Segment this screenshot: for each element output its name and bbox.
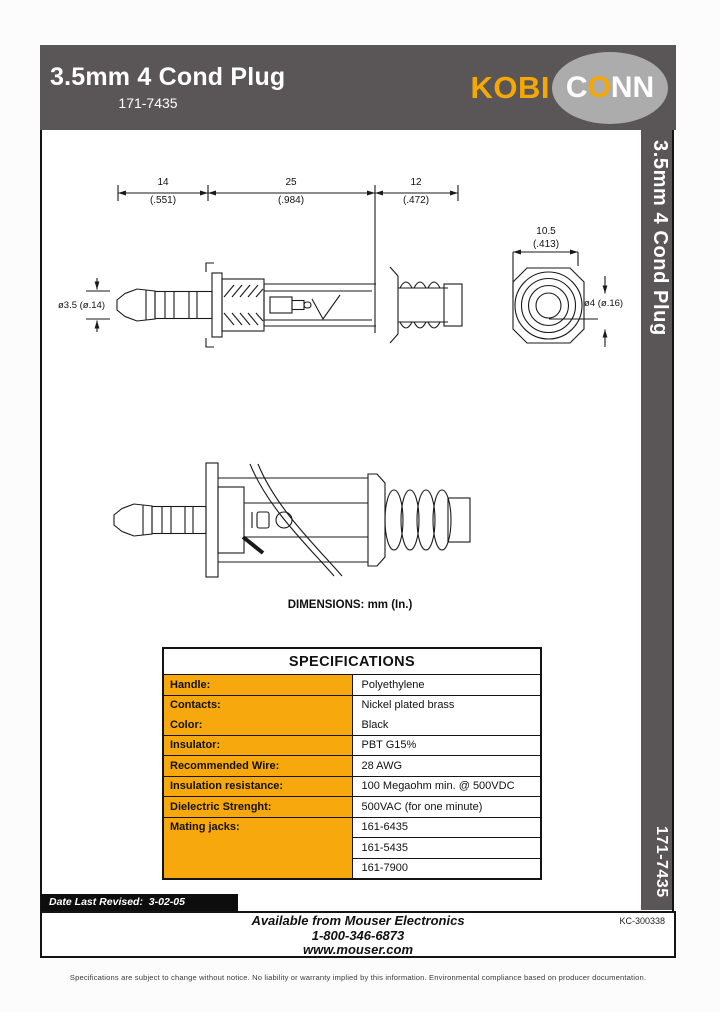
mouser-line-1: Available from Mouser Electronics <box>251 913 465 928</box>
revision-date-bar: Date Last Revised: 3-02-05 <box>41 894 238 911</box>
mouser-availability-box <box>40 911 676 958</box>
side-view-drawing <box>86 263 462 347</box>
kobiconn-logo <box>471 51 669 125</box>
spec-row-insulator <box>163 735 541 756</box>
assembled-view-drawing <box>114 463 470 577</box>
spec-row-insulation-resistance <box>163 776 541 797</box>
technical-drawing <box>40 130 640 645</box>
logo-ellipse <box>552 52 668 124</box>
dim-label-105-mm: 10.5 <box>536 226 556 237</box>
spec-row-mating-jacks <box>163 817 541 838</box>
spec-row-contacts <box>163 695 541 715</box>
spec-value: 500VAC (for one minute) <box>352 797 541 818</box>
spec-value: 100 Megaohm min. @ 500VDC <box>352 776 541 797</box>
title-block <box>48 63 288 111</box>
spec-label: Handle: <box>163 675 352 696</box>
mouser-line-url: www.mouser.com <box>302 942 414 957</box>
spec-value: 161-6435 <box>352 817 541 838</box>
spec-value: Nickel plated brass <box>352 695 541 715</box>
logo-conn-o: O <box>587 71 611 104</box>
dim-label-105-in: (.413) <box>532 239 560 250</box>
spec-label: Insulator: <box>163 735 352 756</box>
dim-label-12-in: (.472) <box>402 195 430 206</box>
spec-label: Contacts: <box>163 695 352 715</box>
dim-label-tip-diameter: ø3.5 (ø.14) <box>58 300 105 311</box>
sidebar-part-number-vertical: 171-7435 <box>653 826 670 898</box>
dim-label-12-mm: 12 <box>410 177 422 188</box>
spec-value: 161-7900 <box>352 858 541 879</box>
dim-label-hole-diameter: ø4 (ø.16) <box>584 298 624 309</box>
mouser-contact-block <box>42 914 674 958</box>
spec-label: Insulation resistance: <box>163 776 352 797</box>
part-number: 171-7435 <box>118 95 178 111</box>
dim-label-14-mm: 14 <box>157 177 169 188</box>
specs-title: SPECIFICATIONS <box>163 648 541 675</box>
spec-row-color <box>163 715 541 735</box>
doc-number: KC-300338 <box>619 916 665 926</box>
spec-label: Color: <box>163 715 352 735</box>
dim-label-25-in: (.984) <box>277 195 305 206</box>
spec-row-dielectric <box>163 797 541 818</box>
mouser-line-phone: 1-800-346-6873 <box>311 927 405 943</box>
sidebar-title-vertical: 3.5mm 4 Cond Plug <box>649 140 671 336</box>
spec-row-wire <box>163 756 541 777</box>
spec-value: 28 AWG <box>352 756 541 777</box>
logo-kobi-text: KOBI <box>470 70 550 105</box>
spec-label: Recommended Wire: <box>163 756 352 777</box>
spec-value: Polyethylene <box>352 675 541 696</box>
dimensions-note: DIMENSIONS: mm (In.) <box>287 599 413 611</box>
spec-value: 161-5435 <box>352 838 541 859</box>
spec-row-handle <box>163 675 541 696</box>
header-band <box>40 45 676 130</box>
logo-conn-nn: NN <box>610 71 655 104</box>
specs-header-row <box>163 648 541 675</box>
dim-label-14-in: (.551) <box>149 195 177 206</box>
spec-label: Mating jacks: <box>163 817 352 879</box>
spec-value: PBT G15% <box>352 735 541 756</box>
spec-label: Dielectric Strenght: <box>163 797 352 818</box>
dimension-lines-top <box>118 185 458 333</box>
page-title: 3.5mm 4 Cond Plug <box>50 63 286 91</box>
spec-value: Black <box>352 715 541 735</box>
logo-conn-c: C <box>565 71 588 104</box>
specifications-table <box>162 647 542 880</box>
disclaimer-text: Specifications are subject to change without notice. No liability or warranty implied by this information. Environmental compliance based on producer documentation. <box>69 973 647 982</box>
dim-label-25-mm: 25 <box>285 177 297 188</box>
